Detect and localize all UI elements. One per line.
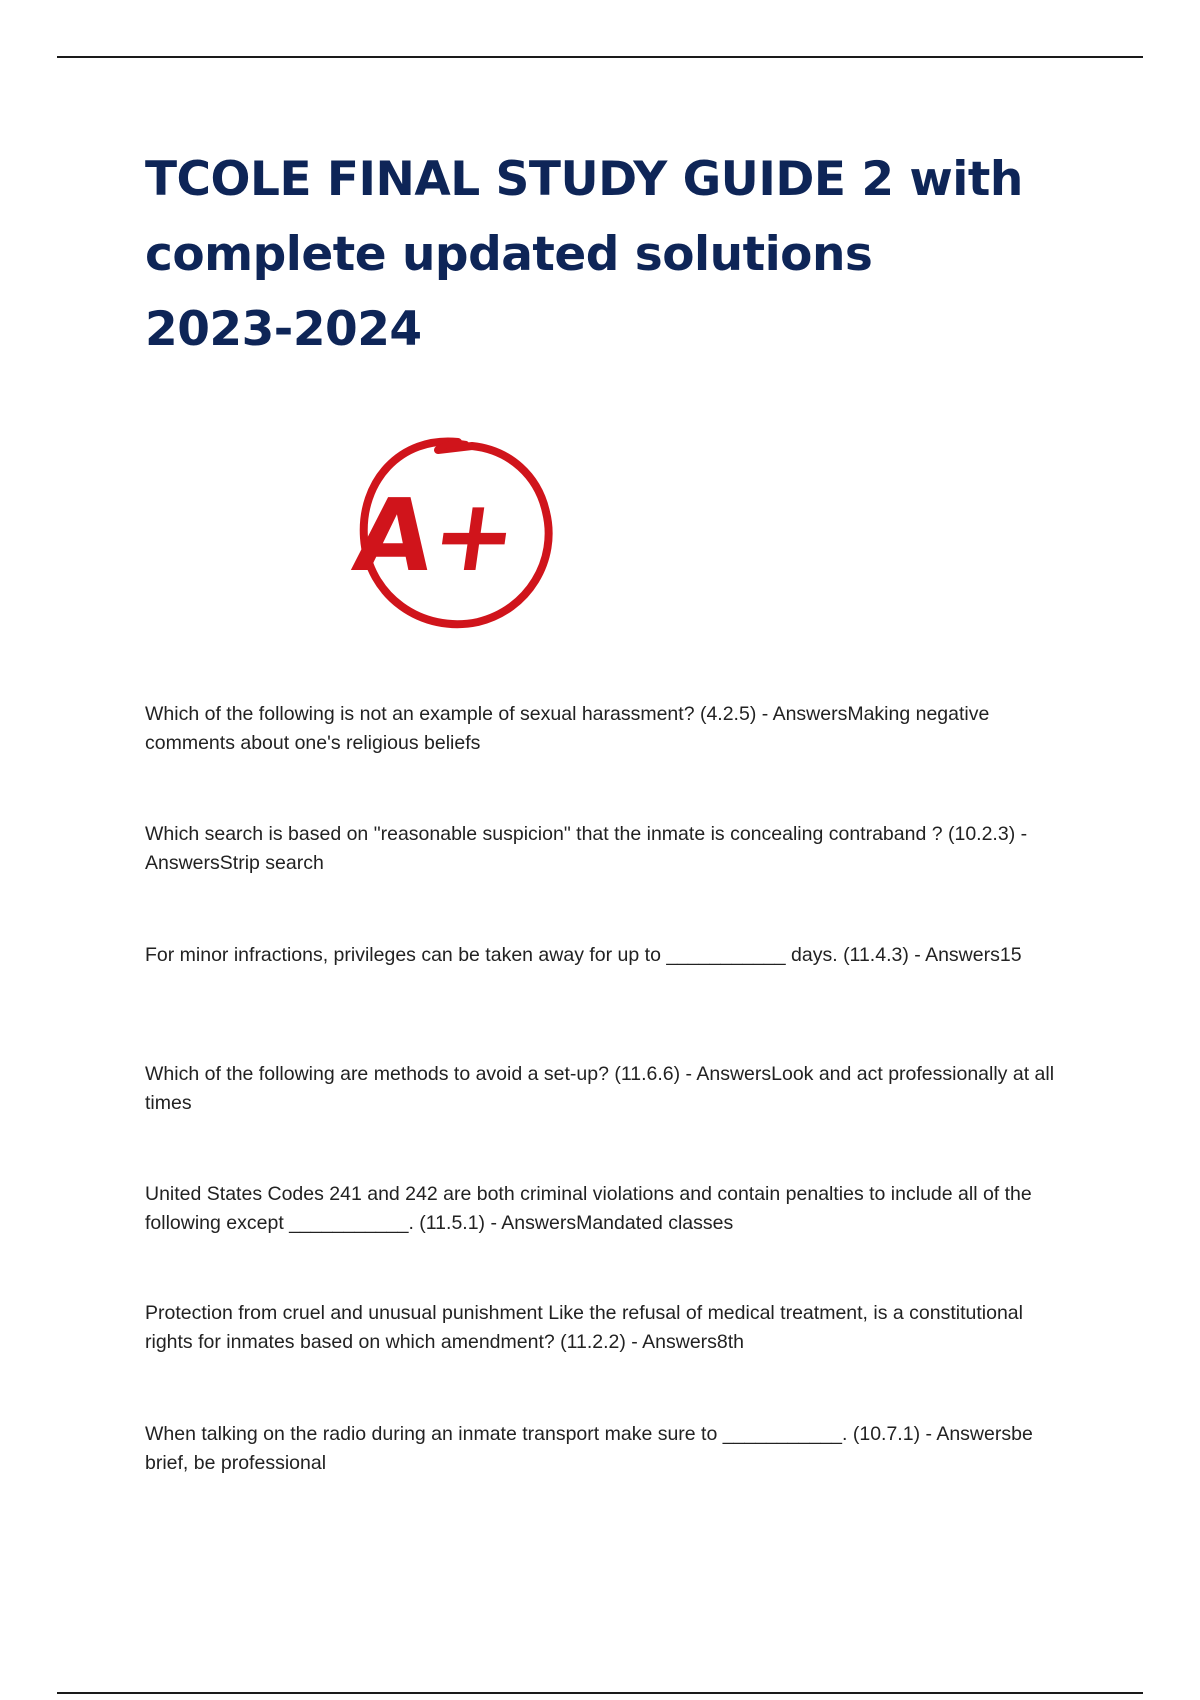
page-title: TCOLE FINAL STUDY GUIDE 2 with complete updated solutions 2023-2024 (145, 152, 1023, 357)
qa-item-4: Which of the following are methods to avoid a set-up? (11.6.6) - AnswersLook and act professionally at all times (145, 1063, 1055, 1114)
qa-item-3: For minor infractions, privileges can be taken away for up to ___________ days. (11.4.3) - Answers15 (145, 944, 1022, 966)
qa-item-2: Which search is based on "reasonable suspicion" that the inmate is concealing contraband ? (10.2.3) - AnswersStrip search (145, 823, 1028, 874)
qa-item-1: Which of the following is not an example of sexual harassment? (4.2.5) - AnswersMaking negative comments about one's religious beliefs (145, 703, 990, 754)
grade-label: A+ (346, 477, 525, 594)
top-rule (57, 56, 1143, 58)
qa-item-5: United States Codes 241 and 242 are both criminal violations and contain penalties to include all of the following except ___________. (11.5.1) - AnswersMandated classes (145, 1183, 1032, 1234)
bottom-rule (57, 1692, 1143, 1694)
qa-item-6: Protection from cruel and unusual punishment Like the refusal of medical treatment, is a constitutional rights for inmates based on which amendment? (11.2.2) - Answers8th (145, 1302, 1023, 1353)
qa-item-7: When talking on the radio during an inmate transport make sure to ___________. (10.7.1) - Answersbe brief, be professional (145, 1423, 1033, 1474)
grade-a-plus-icon (340, 420, 570, 650)
